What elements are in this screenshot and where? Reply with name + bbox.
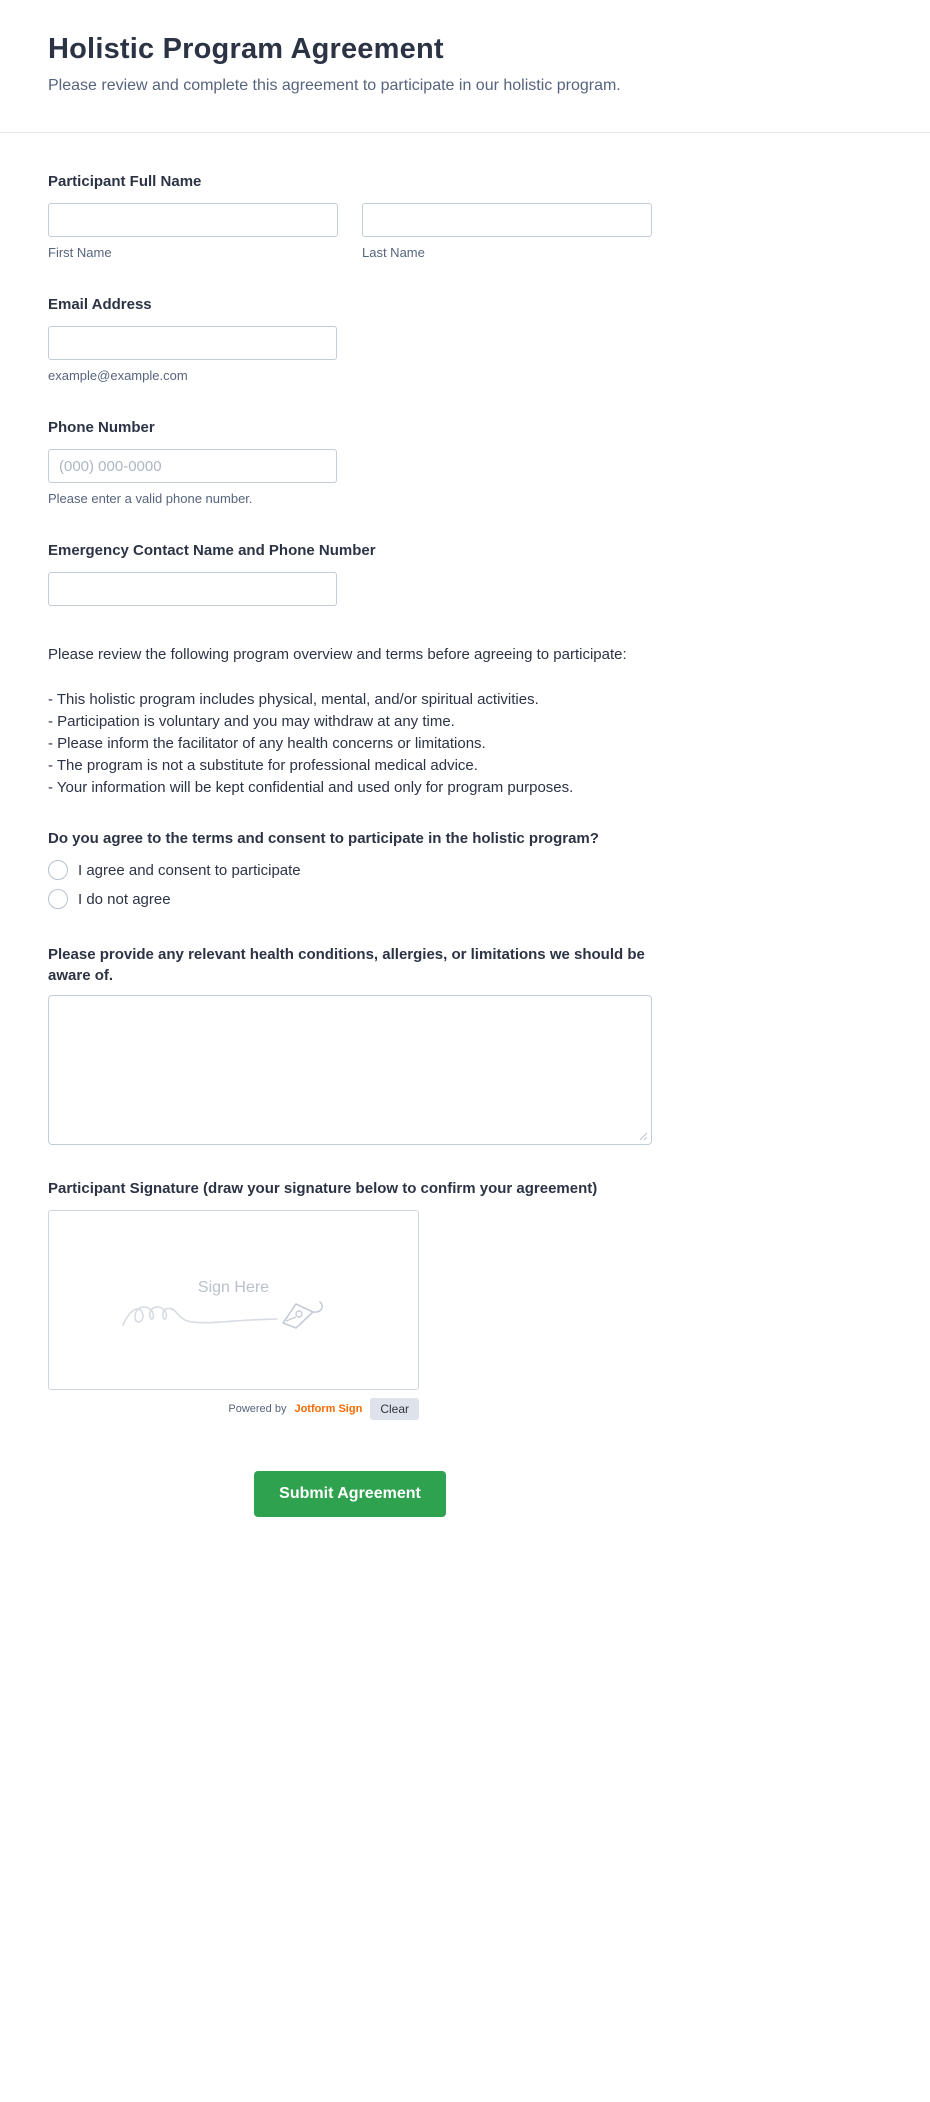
consent-option-disagree-label: I do not agree — [78, 890, 171, 908]
terms-item: - The program is not a substitute for professional medical advice. — [48, 757, 478, 774]
signature-label: Participant Signature (draw your signature below to confirm your agreement) — [48, 1180, 598, 1197]
terms-item: - This holistic program includes physical, mental, and/or spiritual activities. — [48, 691, 539, 708]
submit-button[interactable]: Submit Agreement — [254, 1471, 446, 1517]
consent-option-agree[interactable] — [48, 860, 652, 880]
last-name-column — [362, 203, 652, 260]
terms-item: - Participation is voluntary and you may withdraw at any time. — [48, 713, 455, 730]
emergency-contact-field-group — [48, 542, 652, 606]
health-conditions-textarea-wrap — [48, 995, 652, 1145]
phone-field-group — [48, 419, 652, 506]
full-name-row — [48, 203, 652, 260]
form-header — [0, 0, 930, 95]
health-conditions-field-group — [48, 944, 652, 1145]
email-label: Email Address — [48, 296, 152, 313]
form-body — [0, 133, 700, 1517]
terms-item: - Your information will be kept confidential and used only for program purposes. — [48, 779, 574, 796]
consent-field-group — [48, 830, 652, 909]
consent-option-agree-label: I agree and consent to participate — [78, 861, 301, 879]
radio-button-icon[interactable] — [48, 889, 68, 909]
signature-footer — [48, 1398, 419, 1420]
signature-pen-icon — [117, 1277, 352, 1347]
signature-field-group — [48, 1180, 652, 1420]
first-name-column — [48, 203, 338, 260]
terms-item: - Please inform the facilitator of any health concerns or limitations. — [48, 735, 486, 752]
full-name-label: Participant Full Name — [48, 173, 202, 190]
terms-intro: Please review the following program overview and terms before agreeing to participate: — [48, 646, 627, 663]
consent-option-disagree[interactable] — [48, 889, 652, 909]
health-conditions-label: Please provide any relevant health conditions, allergies, or limitations we should be aware of. — [48, 946, 645, 984]
emergency-contact-label: Emergency Contact Name and Phone Number — [48, 542, 376, 559]
consent-question-label: Do you agree to the terms and consent to participate in the holistic program? — [48, 830, 599, 847]
powered-by-text: Powered by — [228, 1403, 287, 1415]
page-title: Holistic Program Agreement — [48, 33, 444, 65]
full-name-field-group — [48, 173, 652, 260]
email-sublabel: example@example.com — [48, 368, 188, 383]
phone-input[interactable] — [48, 449, 337, 483]
sign-here-placeholder: Sign Here — [197, 1279, 270, 1296]
phone-sublabel: Please enter a valid phone number. — [48, 491, 253, 506]
health-conditions-textarea[interactable] — [48, 995, 652, 1145]
last-name-sublabel: Last Name — [362, 245, 425, 260]
clear-signature-button[interactable]: Clear — [370, 1398, 419, 1420]
terms-section — [48, 644, 652, 799]
email-field-group — [48, 296, 652, 383]
last-name-input[interactable] — [362, 203, 652, 237]
first-name-sublabel: First Name — [48, 245, 112, 260]
signature-pad[interactable] — [48, 1210, 419, 1390]
phone-label: Phone Number — [48, 419, 155, 436]
email-input[interactable] — [48, 326, 337, 360]
jotform-sign-logo: Jotform Sign — [294, 1403, 363, 1415]
emergency-contact-input[interactable] — [48, 572, 337, 606]
page-subtitle: Please review and complete this agreement to participate in our holistic program. — [48, 77, 621, 94]
radio-button-icon[interactable] — [48, 860, 68, 880]
first-name-input[interactable] — [48, 203, 338, 237]
